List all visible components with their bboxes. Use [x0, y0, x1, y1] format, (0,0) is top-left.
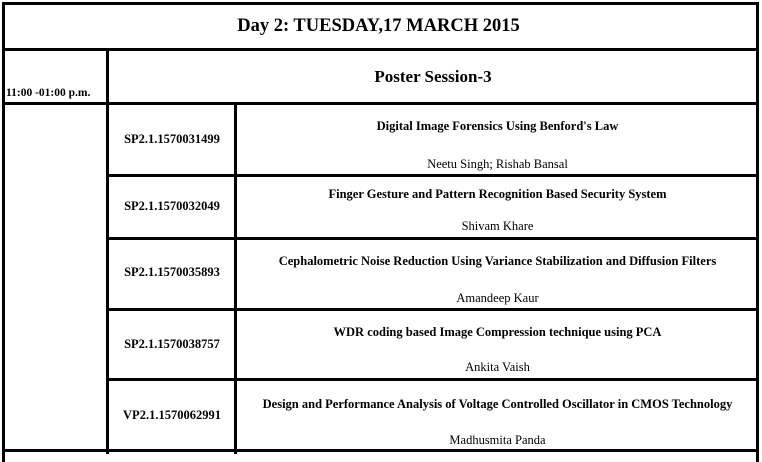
rule-below-title — [2, 48, 759, 51]
session-name: Poster Session-3 — [374, 67, 492, 86]
paper-title: WDR coding based Image Compression technique using PCA — [333, 325, 662, 339]
rule-row-5 — [2, 449, 759, 452]
rule-row-3 — [107, 308, 759, 311]
paper-authors: Ankita Vaish — [465, 360, 530, 374]
paper-authors: Neetu Singh; Rishab Bansal — [427, 157, 568, 171]
paper-title: Finger Gesture and Pattern Recognition Based Security System — [328, 187, 667, 201]
rule-row-4 — [107, 378, 759, 381]
paper-authors: Madhusmita Panda — [449, 433, 546, 447]
paper-id: SP2.1.1570038757 — [124, 337, 220, 351]
session-time: 11:00 -01:00 p.m. — [6, 87, 91, 99]
paper-id: SP2.1.1570031499 — [124, 132, 220, 146]
rule-time-column — [106, 48, 109, 454]
rule-below-session — [2, 102, 759, 105]
paper-authors: Shivam Khare — [461, 219, 534, 233]
paper-title: Design and Performance Analysis of Voltage Controlled Oscillator in CMOS Technology — [262, 397, 733, 411]
rule-row-2 — [107, 237, 759, 240]
rule-row-1 — [107, 174, 759, 177]
paper-authors: Amandeep Kaur — [456, 291, 539, 305]
day-title: Day 2: TUESDAY,17 MARCH 2015 — [237, 16, 520, 36]
paper-id: VP2.1.1570062991 — [123, 408, 221, 422]
paper-title: Digital Image Forensics Using Benford's Law — [376, 119, 619, 133]
paper-title: Cephalometric Noise Reduction Using Variance Stabilization and Diffusion Filters — [278, 254, 717, 268]
paper-id: SP2.1.1570032049 — [124, 199, 220, 213]
paper-id: SP2.1.1570035893 — [124, 265, 220, 279]
